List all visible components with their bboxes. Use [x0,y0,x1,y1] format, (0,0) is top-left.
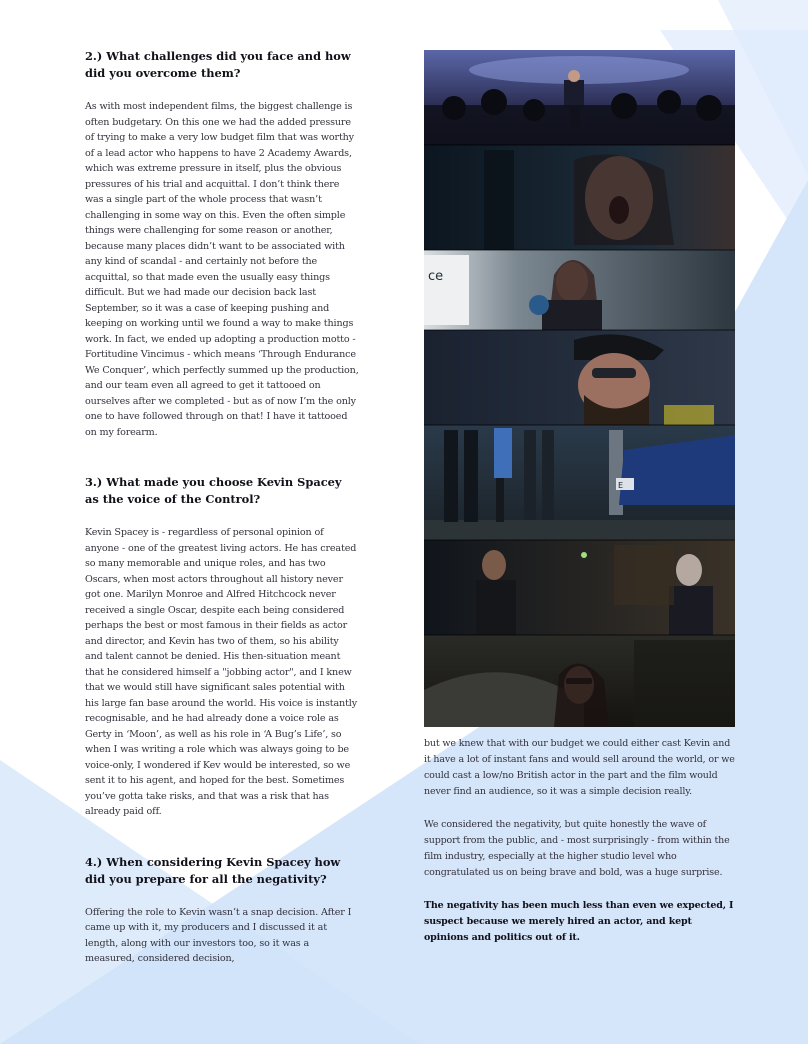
section-4-body: Offering the role to Kevin wasn’t a snap decision. After I came up with it, my producers and I discussed it at length, along with our investors too, so it was a measured, considered decision, [85,906,352,964]
right-paragraph-2: We considered the negativity, but quite honestly the wave of support from the public, and - most surprisingly - from within the film industry, especially at the higher studio level who congratulated us on being brave and bold, was a huge surprise. [424,819,730,878]
right-column [424,736,738,963]
section-3-body: Kevin Spacey is - regardless of personal opinion of anyone - one of the greatest living actors. He has created so many memorable and unique roles, and has two Oscars, when most actors throughout all history never got one. Marilyn Monroe and Alfred Hitchcock never received a single Oscar, despite each being considered perhaps the best or most famous in their fields as actor and director, and Kevin has two of them, so his ability and talent cannot be denied. His then-situation meant that he considered himself a "jobbing actor", and I knew that we would still have significant sales potential with his large fan base around the world. His voice is instantly recognisable, and he had already done a voice role as Gerty in ‘Moon’, as well as his role in ‘A Bug’s Life’, so when I was writing a role which was always going to be voice-only, I wondered if Kev would be interested, so we sent it to his agent, and hoped for the best. Sometimes you’ve gotta take risks, and that was a risk that has already paid off. [85,527,357,817]
still-stage-speaker [424,50,735,145]
still-legs-car [424,425,735,540]
still-dark-room [424,540,735,635]
still-woman-carpark [424,250,735,330]
right-paragraph-conclusion: The negativity has been much less than even we expected, I suspect because we merely hired an actor, and kept opinions and politics out of it. [424,900,734,943]
left-column [85,48,359,967]
still-man-cap [424,330,735,425]
film-stills-strip [424,50,735,727]
still-woman-in-car [424,635,735,727]
section-4-heading: 4.) When considering Kevin Spacey how did you prepare for all the negativity? [85,854,341,886]
still-plate-text: E [618,481,624,490]
right-paragraph-1: but we knew that with our budget we could either cast Kevin and it have a lot of instant fans and would sell around the world, or we could cast a low/no British actor in the part and the film would never find an audience, so it was a simple decision really. [424,738,735,797]
film-stills-image [424,50,735,727]
section-2-body: As with most independent films, the biggest challenge is often budgetary. On this one we had the added pressure of trying to make a very low budget film that was worthy of a lead actor who happens to have 2 Academy Awards, which was extreme pressure in itself, plus the obvious pressures of his trial and acquittal. I don’t think there was a single part of the whole process that wasn’t challenging in some way on this. Even the often simple things were challenging for some reason or another, because many places didn’t want to be associated with any kind of scandal - and certainly not before the acquittal, so that made even the usually easy things difficult. But we had made our decision back last September, so it was a case of keeping pushing and keeping on working until we found a way to make things work. In fact, we ended up adopting a production motto - Fortitudine Vincimus - which means ‘Through Endurance We Conquer’, which perfectly summed up the production, and our team even all agreed to get it tattooed on ourselves after we completed - but as of now I’m the only one to have followed through on that! I have it tattooed on my forearm. [85,101,359,438]
still-sign-text: ce [428,269,444,284]
section-3-heading: 3.) What made you choose Kevin Spacey as the voice of the Control? [85,475,342,506]
still-screaming-woman [424,145,735,250]
section-2-heading: 2.) What challenges did you face and how did you overcome them? [85,49,351,80]
